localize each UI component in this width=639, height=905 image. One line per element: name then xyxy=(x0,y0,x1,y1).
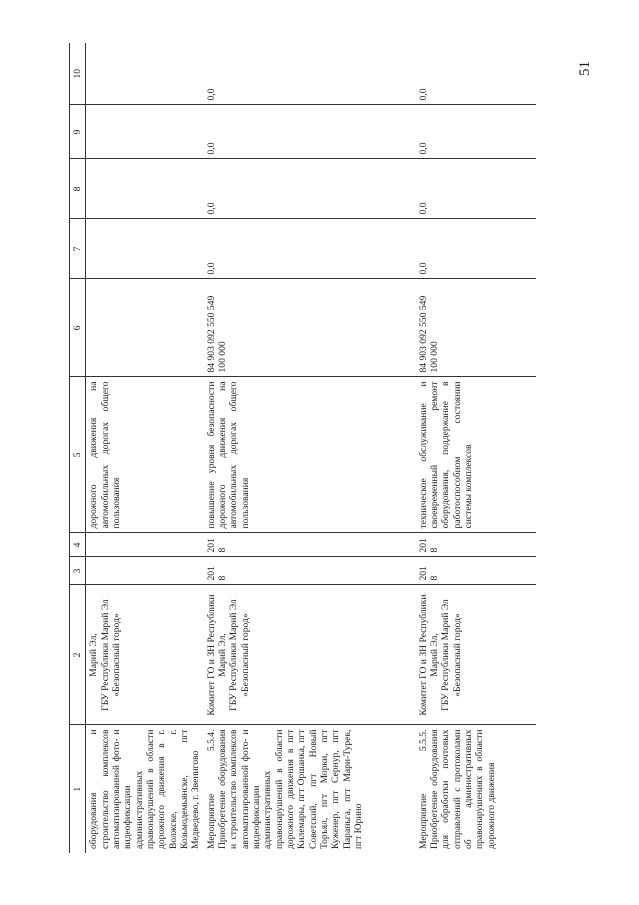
header-row xyxy=(70,43,86,853)
value-cell xyxy=(86,219,204,279)
table-row xyxy=(86,43,204,853)
executor-cell: Марий Эл, ГБУ Республики Марий Эл «Безопасный город» xyxy=(86,585,204,725)
header-cell: 1 xyxy=(70,725,86,853)
start-year-cell xyxy=(86,557,204,585)
code-cell xyxy=(86,279,204,377)
header-cell: 5 xyxy=(70,377,86,533)
header-cell: 3 xyxy=(70,557,86,585)
value-cell: 0,0 xyxy=(204,43,416,105)
rotated-table-container xyxy=(69,43,569,853)
value-cell xyxy=(86,159,204,219)
page-number: 51 xyxy=(577,61,593,76)
value-cell: 0,0 xyxy=(204,105,416,159)
end-year-cell xyxy=(86,533,204,557)
value-cell: 0,0 xyxy=(204,219,416,279)
executor-cell: Комитет ГО и ЗН Республики Марий Эл, ГБУ Республики Марий Эл «Безопасный город» xyxy=(204,585,416,725)
header-cell: 2 xyxy=(70,585,86,725)
header-cell: 6 xyxy=(70,279,86,377)
table-row xyxy=(416,43,536,853)
program-activities-table xyxy=(69,43,536,853)
header-cell: 10 xyxy=(70,43,86,105)
start-year-cell: 2018 xyxy=(416,557,536,585)
start-year-cell: 2018 xyxy=(204,557,416,585)
value-cell: 0,0 xyxy=(204,159,416,219)
activity-cell: оборудования и строительство комплексов автоматизированной фото- и видеофиксации административных правонарушений в области дорожного движения в г. Волжске, г. Козьмодемьянске, пгт Медведево, г. Звенигово xyxy=(88,729,202,849)
header-cell: 4 xyxy=(70,533,86,557)
result-cell: повышение уровня безопасности дорожного движения на автомобильных дорогах общего пользования xyxy=(204,377,416,533)
header-cell: 8 xyxy=(70,159,86,219)
result-cell: дорожного движения на автомобильных дорогах общего пользования xyxy=(86,377,204,533)
end-year-cell: 2018 xyxy=(204,533,416,557)
value-cell xyxy=(86,43,204,105)
code-cell: 84 903 092 550 549 100 000 xyxy=(204,279,416,377)
value-cell: 0,0 xyxy=(416,159,536,219)
activity-cell: Мероприятие 5.5.5. Приобретение оборудования для обработки почтовых отправлений с протоколами об административных правонарушениях в области дорожного движения xyxy=(417,729,497,849)
code-cell: 84 903 092 550 549 100 000 xyxy=(416,279,536,377)
value-cell: 0,0 xyxy=(416,105,536,159)
value-cell: 0,0 xyxy=(416,43,536,105)
table-row xyxy=(204,43,416,853)
activity-cell: Мероприятие 5.5.4. Приобретение оборудования и строительство комплексов автоматизированной фото- и видеофиксации административных правонарушений в области дорожного движения в пгт Килемары, пгт Оршанка, пгт Советский, пгт Новый Торъял, пгт Морки, пгт Куженер, пгт Сернур, пгт Параньга, пгт Мари-Турек, пгт Юрино xyxy=(205,729,364,849)
header-cell: 7 xyxy=(70,219,86,279)
result-cell: техническое обслуживание и своевременный ремонт оборудования, поддержание в работоспособном состоянии системы комплексов xyxy=(416,377,536,533)
executor-cell: Комитет ГО и ЗН Республики Марий Эл, ГБУ Республики Марий Эл «Безопасный город» xyxy=(416,585,536,725)
end-year-cell: 2018 xyxy=(416,533,536,557)
value-cell: 0,0 xyxy=(416,219,536,279)
value-cell xyxy=(86,105,204,159)
header-cell: 9 xyxy=(70,105,86,159)
